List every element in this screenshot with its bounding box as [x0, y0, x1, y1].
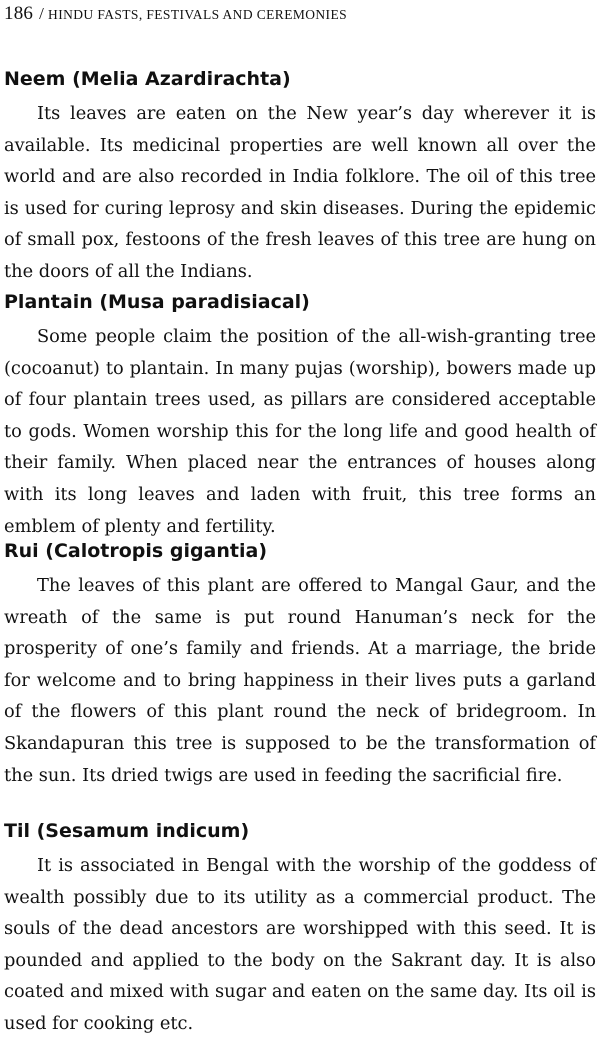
section-plantain: [4, 289, 596, 542]
section-til: [4, 818, 596, 1040]
section-paragraph: Some people claim the position of the all-wish-granting tree (cocoanut) to plantain. In many pujas (worship), bowers made up of four plantain trees used, as pillars are considered acceptable to gods. Women worship this for the long life and good health of their family. When placed near the entrances of houses along with its long leaves and laden with fruit, this tree forms an emblem of plenty and fertility.: [4, 326, 596, 537]
running-head-separator: /: [39, 4, 45, 23]
running-head: [4, 3, 347, 25]
section-heading: Rui (Calotropis gigantia): [4, 540, 268, 562]
section-heading: Til (Sesamum indicum): [4, 820, 250, 842]
section-paragraph: It is associated in Bengal with the worship of the goddess of wealth possibly due to its utility as a commercial product. The souls of the dead ancestors are worshipped with this seed. It is pounded and applied to the body on the Sakrant day. It is also coated and mixed with sugar and eaten on the same day. Its oil is used for cooking etc.: [4, 855, 596, 1034]
section-paragraph: Its leaves are eaten on the New year’s day wherever it is available. Its medicinal properties are well known all over the world and are also recorded in India folklore. The oil of this tree is used for curing leprosy and skin diseases. During the epidemic of small pox, festoons of the fresh leaves of this tree are hung on the doors of all the Indians.: [4, 103, 596, 282]
section-heading: Neem (Melia Azardirachta): [4, 68, 291, 90]
book-title: HINDU FASTS, FESTIVALS AND CEREMONIES: [48, 7, 348, 22]
section-rui: [4, 538, 596, 791]
page-number: 186: [4, 3, 34, 24]
section-paragraph: The leaves of this plant are offered to Mangal Gaur, and the wreath of the same is put round Hanuman’s neck for the prosperity of one’s family and friends. At a marriage, the bride for welcome and to bring happiness in their lives puts a garland of the flowers of this plant round the neck of bridegroom. In Skandapuran this tree is supposed to be the transformation of the sun. Its dried twigs are used in feeding the sacrificial fire.: [4, 575, 596, 786]
section-neem: [4, 66, 596, 288]
section-heading: Plantain (Musa paradisiacal): [4, 291, 310, 313]
